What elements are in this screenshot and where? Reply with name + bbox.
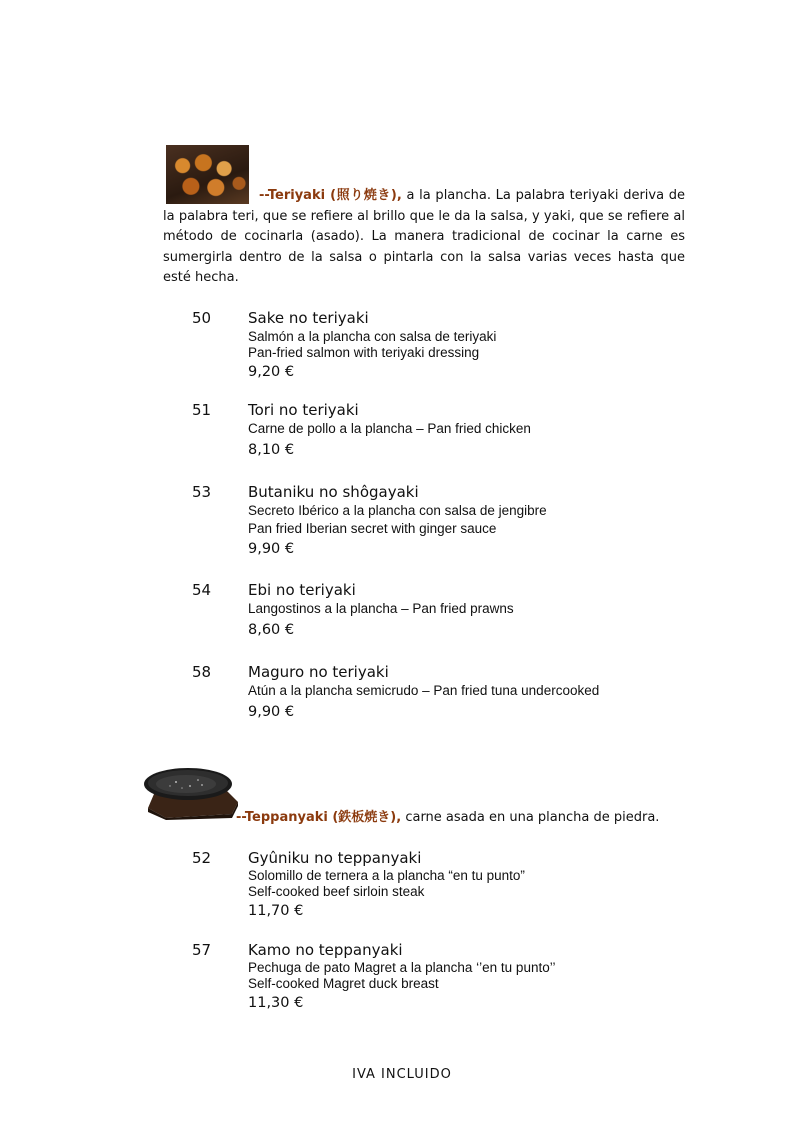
item-desc-en: Self-cooked Magret duck breast xyxy=(248,976,439,991)
item-price: 9,20 € xyxy=(248,364,295,380)
item-desc-en: Pan-fried salmon with teriyaki dressing xyxy=(248,345,480,360)
teriyaki-intro-text: a la plancha. La palabra teriyaki deriva de la palabra teri, que se refiere al brillo que le da la salsa, y yaki, que se refiere al método de cocinarla (asado). La manera tradicional de cocinar la carne es sumergirla dentro de la salsa o pintarla con la salsa varias veces hasta que esté hecha. xyxy=(163,188,686,285)
item-number: 51 xyxy=(192,401,212,419)
item-desc: Carne de pollo a la plancha – Pan fried chicken xyxy=(248,421,531,436)
item-price: 9,90 € xyxy=(248,704,295,720)
item-name: Maguro no teriyaki xyxy=(248,663,389,681)
item-desc-es: Solomillo de ternera a la plancha “en tu punto” xyxy=(248,868,525,883)
teppanyaki-desc: carne asada en una plancha de piedra. xyxy=(405,810,660,825)
item-name: Tori no teriyaki xyxy=(248,401,359,419)
item-name: Gyûniku no teppanyaki xyxy=(248,849,422,867)
item-desc: Langostinos a la plancha – Pan fried prawns xyxy=(248,601,514,616)
item-number: 50 xyxy=(192,309,212,327)
teppanyaki-heading xyxy=(236,806,659,825)
item-desc-es: Pechuga de pato Magret a la plancha ‘’en tu punto’’ xyxy=(248,960,556,975)
item-desc-en: Self-cooked beef sirloin steak xyxy=(248,884,425,899)
teriyaki-title: --Teriyaki (照り焼き), xyxy=(259,188,402,203)
item-number: 52 xyxy=(192,849,212,867)
item-desc-es: Salmón a la plancha con salsa de teriyaki xyxy=(248,329,497,344)
item-number: 58 xyxy=(192,663,212,681)
item-desc-en: Pan fried Iberian secret with ginger sauce xyxy=(248,521,497,536)
item-name: Butaniku no shôgayaki xyxy=(248,483,419,501)
item-name: Kamo no teppanyaki xyxy=(248,941,403,959)
teriyaki-intro xyxy=(163,186,685,289)
item-name: Sake no teriyaki xyxy=(248,309,369,327)
item-price: 9,90 € xyxy=(248,541,295,557)
item-number: 57 xyxy=(192,941,212,959)
item-number: 53 xyxy=(192,483,212,501)
tax-note: IVA INCLUIDO xyxy=(352,1067,452,1082)
item-price: 8,10 € xyxy=(248,442,295,458)
item-desc-es: Secreto Ibérico a la plancha con salsa de jengibre xyxy=(248,503,547,518)
item-price: 11,70 € xyxy=(248,903,304,919)
item-price: 8,60 € xyxy=(248,622,295,638)
item-name: Ebi no teriyaki xyxy=(248,581,356,599)
teppanyaki-title: --Teppanyaki (鉄板焼き), xyxy=(236,810,402,825)
teppanyaki-plate-photo xyxy=(140,758,240,820)
item-desc: Atún a la plancha semicrudo – Pan fried tuna undercooked xyxy=(248,683,600,698)
item-number: 54 xyxy=(192,581,212,599)
item-price: 11,30 € xyxy=(248,995,304,1011)
